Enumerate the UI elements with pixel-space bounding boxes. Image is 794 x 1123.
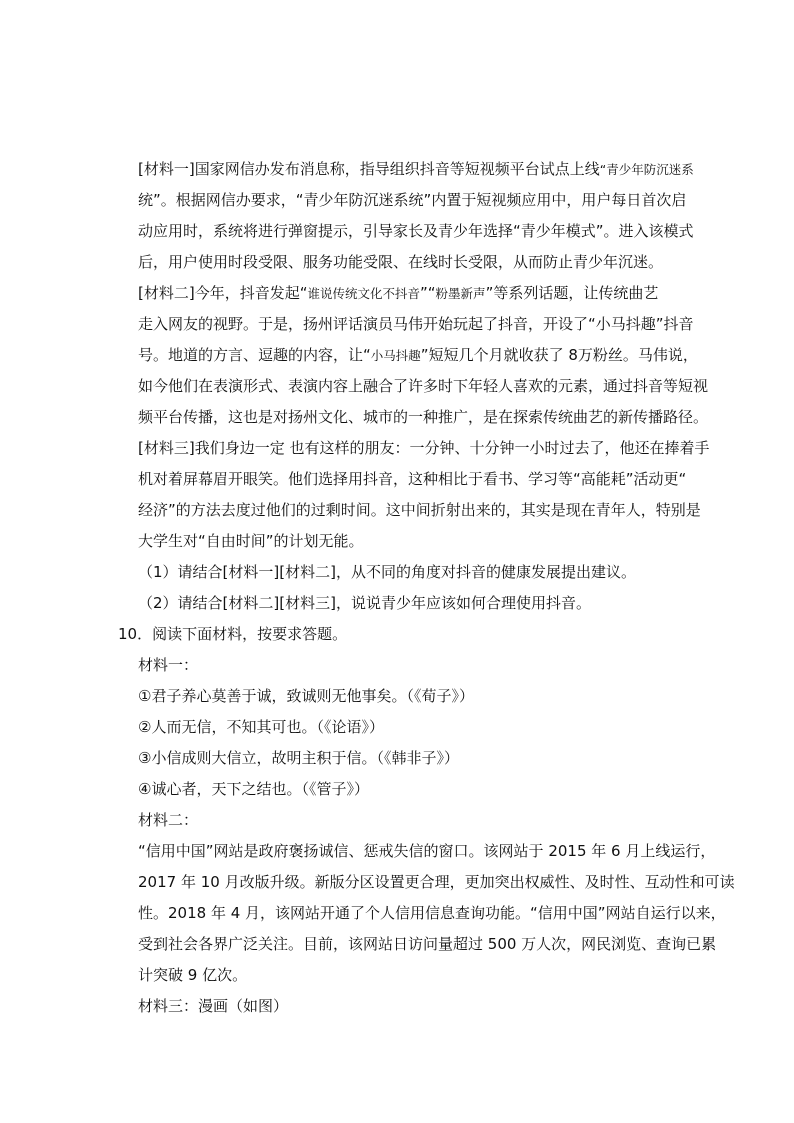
q10-material2-line-2: 2017 年 10 月改版升级。新版分区设置更合理，更加突出权威性、及时性、互动性和可读 [138, 873, 735, 891]
q10-material1-item-1: ①君子养心莫善于诚，致诚则无他事矣。（《荀子》） [138, 687, 474, 705]
material1-line-3: 动应用时，系统将进行弹窗提示，引导家长及青少年选择“青少年模式”。进入该模式 [138, 222, 694, 240]
q10-material1-label: 材料一： [138, 656, 199, 674]
material1-line-4: 后，用户使用时段受限、服务功能受限、在线时长受限，从而防止青少年沉迷。 [138, 253, 664, 271]
material2-line-5: 频平台传播，这也是对扬州文化、城市的一种推广，是在探索传统曲艺的新传播路径。 [138, 408, 709, 426]
material2-line-4: 如今他们在表演形式、表演内容上融合了许多时下年轻人喜欢的元素，通过抖音等短视 [138, 377, 709, 395]
q10-material3-label: 材料三：漫画（如图） [138, 997, 289, 1015]
material1-line-1: [材料一]国家网信办发布消息称，指导组织抖音等短视频平台试点上线“青少年防沉迷系 [138, 160, 694, 178]
material2-line-1: [材料二]今年，抖音发起“谁说传统文化不抖音”“粉墨新声”等系列话题，让传统曲艺 [138, 284, 659, 302]
material2-line-3: 号。地道的方言、逗趣的内容，让“小马抖趣”短短几个月就收获了 8万粉丝。马伟说， [138, 346, 698, 364]
material1-line-2: 统”。根据网信办要求，“青少年防沉迷系统”内置于短视频应用中，用户每日首次启 [138, 191, 687, 209]
question-2: （2）请结合[材料二][材料三]，说说青少年应该如何合理使用抖音。 [138, 594, 591, 612]
q10-material2-line-1: “信用中国”网站是政府褒扬诚信、惩戒失信的窗口。该网站于 2015 年 6 月上线运行， [138, 842, 716, 860]
q10-material2-line-5: 计突破 9 亿次。 [138, 966, 248, 984]
material3-line-1: [材料三]我们身边一定 也有这样的朋友：一分钟、十分钟一小时过去了，他还在捧着手 [138, 439, 710, 457]
q10-stem: 10．阅读下面材料，按要求答题。 [118, 625, 348, 643]
q10-material2-label: 材料二： [138, 811, 199, 829]
q10-material1-item-3: ③小信成则大信立，故明主积于信。（《韩非子》） [138, 749, 459, 767]
material2-line-2: 走入网友的视野。于是，扬州评话演员马伟开始玩起了抖音，开设了“小马抖趣”抖音 [138, 315, 694, 333]
material3-line-2: 机对着屏幕眉开眼笑。他们选择用抖音，这种相比于看书、学习等“高能耗”活动更“ [138, 470, 687, 488]
q10-material2-line-3: 性。2018 年 4 月，该网站开通了个人信用信息查询功能。“信用中国”网站自运行以来， [138, 904, 726, 922]
q10-material1-item-4: ④诚心者，天下之结也。（《管子》） [138, 780, 369, 798]
q10-material1-item-2: ②人而无信，不知其可也。（《论语》） [138, 718, 384, 736]
question-1: （1）请结合[材料一][材料二]，从不同的角度对抖音的健康发展提出建议。 [138, 563, 636, 581]
q10-material2-line-4: 受到社会各界广泛关注。目前，该网站日访问量超过 500 万人次，网民浏览、查询已累 [138, 935, 717, 953]
material3-line-3: 经济”的方法去度过他们的过剩时间。这中间折射出来的，其实是现在青年人，特别是 [138, 501, 701, 519]
material3-line-4: 大学生对“自由时间”的计划无能。 [138, 532, 364, 550]
